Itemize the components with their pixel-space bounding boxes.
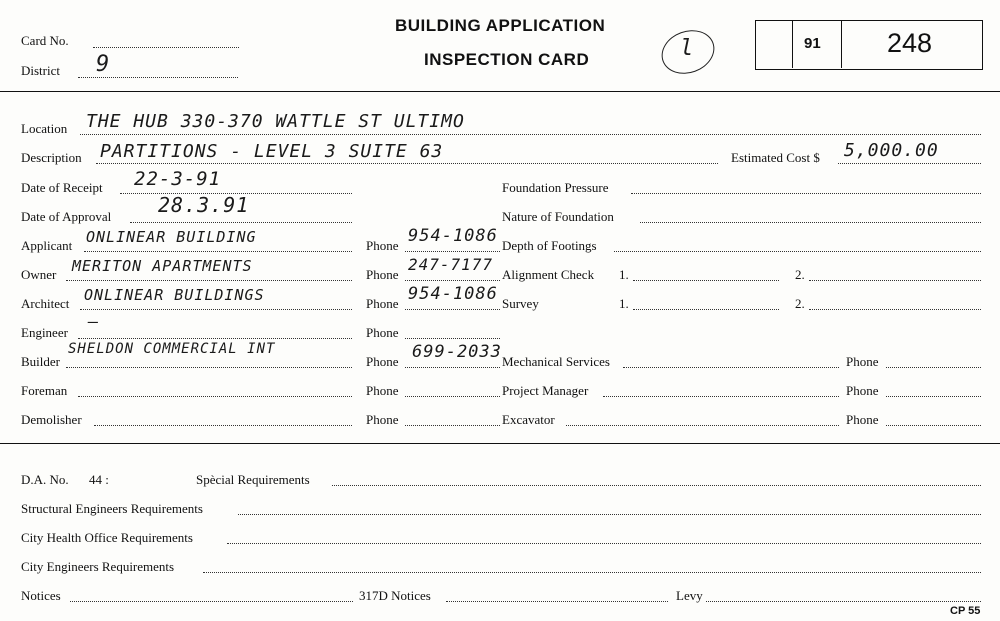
excavator-phone-label: Phone [846, 412, 879, 427]
circled-mark: l [680, 36, 695, 61]
alignment-check-2-label: 2. [795, 267, 805, 282]
applicant-line [84, 251, 352, 252]
special-requirements-line [332, 485, 981, 486]
reference-box [755, 20, 983, 70]
structural-requirements-label: Structural Engineers Requirements [21, 501, 203, 516]
ref-number: 248 [887, 28, 933, 58]
notices-317d-label: 317D Notices [359, 588, 431, 603]
owner-phone-line [405, 280, 500, 281]
card-no-label: Card No. [21, 33, 69, 48]
nature-of-foundation-label: Nature of Foundation [502, 209, 614, 224]
builder-line [66, 367, 352, 368]
owner-phone-value: 247-7177 [408, 255, 494, 274]
levy-line [706, 601, 981, 602]
architect-label: Architect [21, 296, 70, 311]
city-engineers-requirements-label: City Engineers Requirements [21, 559, 175, 574]
architect-phone-line [405, 309, 500, 310]
alignment-check-label: Alignment Check [502, 267, 595, 282]
demolisher-phone-label: Phone [366, 412, 399, 427]
city-engineers-requirements-line [203, 572, 981, 573]
location-line [80, 134, 981, 135]
survey-2-label: 2. [795, 296, 805, 311]
foreman-label: Foreman [21, 383, 68, 398]
survey-1-line [633, 309, 779, 310]
alignment-check-2-line [809, 280, 981, 281]
builder-value: SHELDON COMMERCIAL INT [68, 341, 276, 357]
owner-value: MERITON APARTMENTS [72, 257, 253, 275]
form-code: CP 55 [950, 605, 981, 617]
excavator-label: Excavator [502, 412, 555, 427]
builder-phone-value: 699-2033 [412, 342, 502, 362]
mechanical-services-line [623, 367, 839, 368]
owner-label: Owner [21, 267, 57, 282]
demolisher-label: Demolisher [21, 412, 82, 427]
applicant-phone-value: 954-1086 [408, 226, 498, 246]
notices-label: Notices [21, 588, 61, 603]
builder-label: Builder [21, 354, 60, 369]
notices-line [70, 601, 353, 602]
ref-number-cell [841, 21, 981, 68]
foundation-pressure-label: Foundation Pressure [502, 180, 609, 195]
health-requirements-line [227, 543, 981, 544]
architect-value: ONLINEAR BUILDINGS [84, 286, 265, 304]
engineer-phone-line [405, 338, 500, 339]
project-manager-phone-label: Phone [846, 383, 879, 398]
survey-2-line [809, 309, 981, 310]
project-manager-phone-line [886, 396, 981, 397]
owner-line [66, 280, 352, 281]
alignment-check-1-line [633, 280, 779, 281]
applicant-value: ONLINEAR BUILDING [86, 228, 257, 246]
owner-phone-label: Phone [366, 267, 399, 282]
header-divider [0, 91, 1000, 92]
estimated-cost-line [838, 163, 981, 164]
mechanical-services-phone-label: Phone [846, 354, 879, 369]
title-line-1: BUILDING APPLICATION [395, 16, 606, 35]
engineer-phone-label: Phone [366, 325, 399, 340]
location-label: Location [21, 121, 68, 136]
description-label: Description [21, 150, 82, 165]
district-label: District [21, 63, 60, 78]
applicant-phone-line [405, 251, 500, 252]
location-value: THE HUB 330-370 WATTLE ST ULTIMO [86, 111, 465, 132]
mechanical-services-phone-line [886, 367, 981, 368]
description-line [96, 163, 718, 164]
foreman-line [78, 396, 352, 397]
section-divider [0, 443, 1000, 444]
project-manager-label: Project Manager [502, 383, 589, 398]
applicant-label: Applicant [21, 238, 73, 253]
card-no-line [93, 47, 239, 48]
structural-requirements-line [238, 514, 981, 515]
excavator-phone-line [886, 425, 981, 426]
health-requirements-label: City Health Office Requirements [21, 530, 193, 545]
engineer-line [78, 338, 352, 339]
mechanical-services-label: Mechanical Services [502, 354, 610, 369]
applicant-phone-label: Phone [366, 238, 399, 253]
da-no-value: 44 : [89, 472, 109, 487]
excavator-line [566, 425, 839, 426]
engineer-label: Engineer [21, 325, 68, 340]
da-no-label: D.A. No. [21, 472, 69, 487]
special-requirements-label: Spècial Requirements [196, 472, 310, 487]
demolisher-phone-line [405, 425, 500, 426]
architect-phone-value: 954-1086 [408, 284, 498, 304]
date-of-approval-value: 28.3.91 [158, 193, 250, 217]
depth-of-footings-line [614, 251, 981, 252]
date-of-receipt-value: 22-3-91 [134, 168, 222, 190]
ref-year: 91 [804, 35, 821, 52]
estimated-cost-value: 5,000.00 [844, 140, 939, 161]
foreman-phone-line [405, 396, 500, 397]
foundation-pressure-line [631, 193, 981, 194]
builder-phone-line [405, 367, 500, 368]
date-of-approval-line [130, 222, 352, 223]
notices-317d-line [446, 601, 668, 602]
levy-label: Levy [676, 588, 703, 603]
district-line [78, 77, 238, 78]
project-manager-line [603, 396, 839, 397]
ref-year-cell [792, 21, 842, 68]
survey-1-label: 1. [619, 296, 629, 311]
alignment-check-1-label: 1. [619, 267, 629, 282]
estimated-cost-label: Estimated Cost $ [731, 150, 820, 165]
demolisher-line [94, 425, 352, 426]
date-of-receipt-label: Date of Receipt [21, 180, 103, 195]
architect-line [80, 309, 352, 310]
architect-phone-label: Phone [366, 296, 399, 311]
survey-label: Survey [502, 296, 539, 311]
district-value: 9 [96, 52, 111, 77]
title-line-2: INSPECTION CARD [424, 50, 590, 69]
date-of-approval-label: Date of Approval [21, 209, 112, 224]
engineer-value: — [88, 312, 100, 332]
nature-of-foundation-line [640, 222, 981, 223]
foreman-phone-label: Phone [366, 383, 399, 398]
description-value: PARTITIONS - LEVEL 3 SUITE 63 [100, 141, 444, 162]
builder-phone-label: Phone [366, 354, 399, 369]
depth-of-footings-label: Depth of Footings [502, 238, 597, 253]
